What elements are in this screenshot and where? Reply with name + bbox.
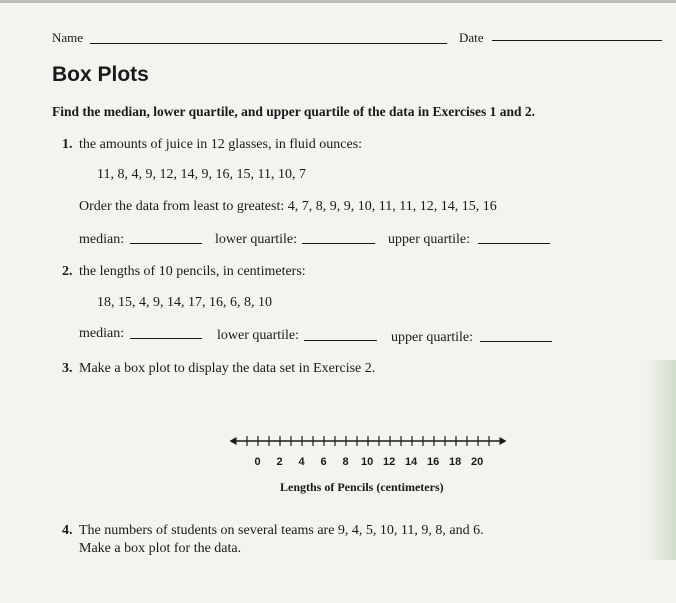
ex2-number: 2. bbox=[62, 264, 73, 279]
ex3-number: 3. bbox=[62, 361, 73, 376]
left-arrow bbox=[230, 437, 237, 445]
ex2-lq-answer[interactable] bbox=[304, 340, 377, 341]
tick-label: 6 bbox=[320, 456, 327, 468]
tick-label: 4 bbox=[298, 456, 305, 468]
ex2-median-label: median: bbox=[79, 326, 125, 341]
tick-label: 10 bbox=[361, 456, 374, 468]
ex2-median-answer[interactable] bbox=[130, 338, 202, 339]
tick-label: 16 bbox=[427, 456, 440, 468]
name-field[interactable] bbox=[90, 43, 447, 44]
name-label: Name bbox=[52, 30, 84, 45]
ex4-line1: The numbers of students on several teams are 9, 4, 5, 10, 11, 9, 8, and 6. bbox=[79, 523, 484, 538]
ex4-number: 4. bbox=[62, 523, 73, 538]
ex1-number: 1. bbox=[62, 137, 73, 152]
ex2-lq-label: lower quartile: bbox=[217, 328, 300, 343]
instructions: Find the median, lower quartile, and upper quartile of the data in Exercises 1 and 2. bbox=[52, 104, 536, 119]
date-field[interactable] bbox=[492, 40, 662, 41]
ex4-line2: Make a box plot for the data. bbox=[79, 541, 242, 556]
tick-label: 0 bbox=[254, 456, 261, 468]
right-arrow bbox=[500, 437, 507, 445]
tick-label: 20 bbox=[471, 456, 484, 468]
ex1-lq-answer[interactable] bbox=[302, 243, 375, 244]
page-title: Box Plots bbox=[52, 63, 149, 86]
page-shadow bbox=[646, 360, 676, 560]
ex1-lq-label: lower quartile: bbox=[215, 232, 298, 247]
ex1-data: 11, 8, 4, 9, 12, 14, 9, 16, 15, 11, 10, 7 bbox=[97, 167, 306, 182]
number-line-axis-label: Lengths of Pencils (centimeters) bbox=[280, 480, 444, 494]
tick-label: 2 bbox=[276, 456, 283, 468]
tick-label: 12 bbox=[383, 456, 396, 468]
ex2-prompt: the lengths of 10 pencils, in centimeters: bbox=[79, 264, 306, 279]
ex1-uq-label: upper quartile: bbox=[388, 232, 471, 247]
ex3-prompt: Make a box plot to display the data set in Exercise 2. bbox=[79, 361, 376, 376]
ex1-median-answer[interactable] bbox=[130, 243, 202, 244]
ex1-median-label: median: bbox=[79, 232, 125, 247]
tick-label: 18 bbox=[449, 456, 462, 468]
ex2-uq-answer[interactable] bbox=[480, 341, 552, 342]
ex1-prompt: the amounts of juice in 12 glasses, in fluid ounces: bbox=[79, 137, 363, 152]
tick-label: 14 bbox=[405, 456, 418, 468]
tick-label: 8 bbox=[342, 456, 349, 468]
ex1-ordered-data: Order the data from least to greatest: 4, 7, 8, 9, 9, 10, 11, 11, 12, 14, 15, 16 bbox=[79, 199, 497, 214]
ex1-uq-answer[interactable] bbox=[478, 243, 550, 244]
ex2-data: 18, 15, 4, 9, 14, 17, 16, 6, 8, 10 bbox=[97, 295, 272, 310]
top-edge bbox=[0, 0, 676, 3]
date-label: Date bbox=[459, 30, 484, 45]
ex2-uq-label: upper quartile: bbox=[391, 330, 474, 345]
